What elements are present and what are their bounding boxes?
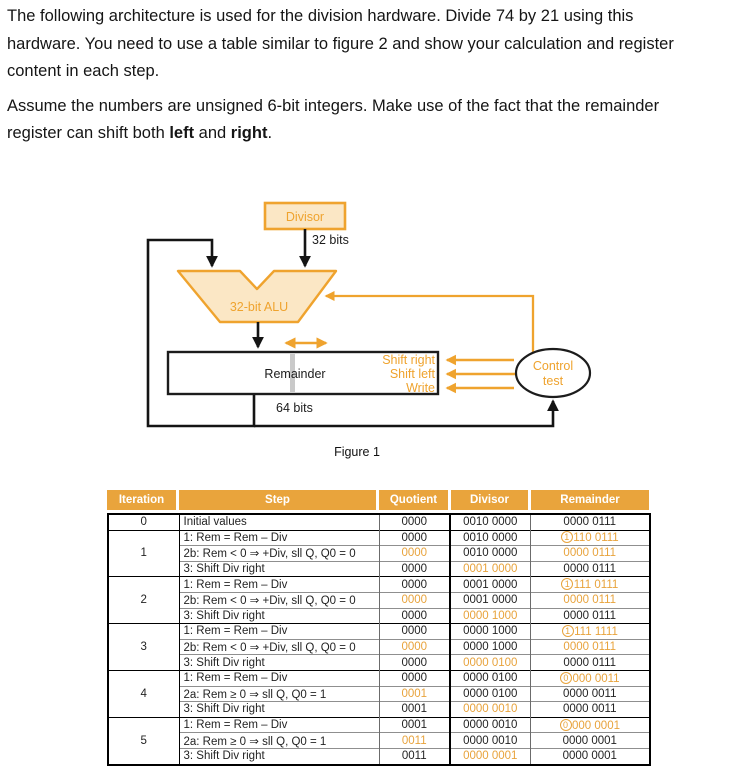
divisor-cell: 0000 0100: [450, 655, 530, 671]
remainder-loop-line: [148, 240, 254, 426]
remainder-cell: 0 000 0011: [530, 670, 650, 686]
p2-line1: Assume the numbers are unsigned 6-bit integers. Make use of the fact that the remainder: [7, 96, 660, 115]
control-test-ellipse: [516, 349, 590, 397]
remainder-cell: 0000 0111: [530, 561, 650, 577]
p1-line3: content in each step.: [7, 62, 160, 80]
remainder-cell: 1 111 1111: [530, 624, 650, 640]
table-row: [108, 686, 650, 702]
p2-bold-left: left: [169, 124, 195, 142]
divisor-cell: 0010 0000: [450, 514, 530, 530]
table-row: [108, 717, 650, 733]
step-cell: 2b: Rem < 0 ⇒ +Div, sll Q, Q0 = 0: [179, 592, 379, 608]
table-row: [108, 655, 650, 671]
circled-sign-bit: 1: [561, 578, 573, 590]
remainder-cell: 0000 0011: [530, 702, 650, 718]
circled-sign-bit: 1: [561, 531, 573, 543]
quotient-cell: 0000: [379, 592, 450, 608]
table-row: [108, 514, 650, 530]
write-label: Write: [406, 381, 435, 395]
divisor-cell: 0010 0000: [450, 546, 530, 562]
table-row: [108, 546, 650, 562]
remainder-cell: 0 000 0001: [530, 717, 650, 733]
divisor-cell: 0000 0010: [450, 717, 530, 733]
divisor-cell: 0000 0001: [450, 748, 530, 764]
quotient-cell: 0011: [379, 748, 450, 764]
quotient-cell: 0001: [379, 702, 450, 718]
remainder-cell: 0000 0111: [530, 592, 650, 608]
quotient-cell: 0000: [379, 530, 450, 546]
paragraph-1: [7, 3, 753, 86]
table-row: [108, 592, 650, 608]
divisor-cell: 0010 0000: [450, 530, 530, 546]
divisor-cell: 0001 0000: [450, 561, 530, 577]
header-iteration: Iteration: [107, 490, 176, 510]
divisor-cell: 0000 0010: [450, 733, 530, 749]
bits-32-label: 32 bits: [312, 233, 349, 247]
quotient-cell: 0001: [379, 686, 450, 702]
p1-line2: hardware. You need to use a table similar to figure 2 and show your calculation and register: [7, 34, 674, 53]
divisor-cell: 0000 0010: [450, 702, 530, 718]
table-row: [108, 702, 650, 718]
alu-label: 32-bit ALU: [229, 300, 289, 314]
table-row: [108, 530, 650, 546]
control-test-label-line1: Control: [532, 359, 574, 373]
iteration-cell: 0: [108, 514, 179, 530]
p2-line2: [7, 120, 753, 148]
shift-right-label: Shift right: [382, 353, 435, 367]
quotient-cell: 0000: [379, 577, 450, 593]
paragraph-2: [7, 93, 753, 148]
table-row: [108, 748, 650, 764]
alu-shape: [178, 271, 336, 322]
header-step: Step: [179, 490, 376, 510]
iteration-cell: 3: [108, 624, 179, 671]
quotient-cell: 0011: [379, 733, 450, 749]
quotient-cell: 0000: [379, 639, 450, 655]
step-cell: 3: Shift Div right: [179, 608, 379, 624]
divisor-label: Divisor: [285, 210, 325, 224]
figure-1-diagram: [0, 188, 753, 483]
p2-post: .: [267, 124, 273, 142]
iteration-cell: 4: [108, 670, 179, 717]
remainder-cell: 0000 0011: [530, 686, 650, 702]
iteration-cell: 2: [108, 577, 179, 624]
divisor-cell: 0001 0000: [450, 592, 530, 608]
divisor-cell: 0001 0000: [450, 577, 530, 593]
divisor-cell: 0000 1000: [450, 608, 530, 624]
step-cell: Initial values: [179, 514, 379, 530]
remainder-cell: 0000 0111: [530, 546, 650, 562]
divisor-cell: 0000 0100: [450, 686, 530, 702]
quotient-cell: 0000: [379, 546, 450, 562]
p2-mid: and: [194, 124, 231, 142]
header-remainder: Remainder: [531, 490, 649, 510]
remainder-cell: 0000 0111: [563, 516, 617, 529]
step-cell: 2a: Rem ≥ 0 ⇒ sll Q, Q0 = 1: [179, 733, 379, 749]
circled-sign-bit: 0: [560, 672, 572, 684]
quotient-cell: 0000: [379, 670, 450, 686]
quotient-cell: 0000: [379, 514, 450, 530]
remainder-cell: 0000 0111: [530, 655, 650, 671]
remainder-cell: 0000 0111: [530, 639, 650, 655]
table-row: [108, 577, 650, 593]
header-divisor: Divisor: [451, 490, 528, 510]
step-cell: 2b: Rem < 0 ⇒ +Div, sll Q, Q0 = 0: [179, 546, 379, 562]
table-row: [108, 733, 650, 749]
control-to-alu-line: [326, 296, 533, 352]
bits-64-label: 64 bits: [276, 401, 313, 415]
step-cell: 3: Shift Div right: [179, 702, 379, 718]
table-row: [108, 639, 650, 655]
step-cell: 1: Rem = Rem – Div: [179, 670, 379, 686]
circled-sign-bit: 1: [562, 625, 574, 637]
step-cell: 3: Shift Div right: [179, 655, 379, 671]
quotient-cell: 0001: [379, 717, 450, 733]
figure-caption: Figure 1: [334, 445, 380, 459]
divisor-cell: 0000 1000: [450, 639, 530, 655]
table-header-row: [107, 490, 649, 510]
p2-pre: register can shift both: [7, 124, 170, 142]
step-cell: 2a: Rem ≥ 0 ⇒ sll Q, Q0 = 1: [179, 686, 379, 702]
circled-sign-bit: 0: [560, 719, 572, 731]
quotient-cell: 0000: [379, 608, 450, 624]
remainder-cell: 0000 0001: [530, 733, 650, 749]
step-cell: 1: Rem = Rem – Div: [179, 624, 379, 640]
control-test-label-line2: test: [542, 374, 564, 388]
p1-line1: The following architecture is used for the division hardware. Divide 74 by 21 using this: [7, 7, 634, 25]
divisor-cell: 0000 1000: [450, 624, 530, 640]
remainder-cell: 1 110 0111: [530, 530, 650, 546]
quotient-cell: 0000: [379, 624, 450, 640]
step-cell: 1: Rem = Rem – Div: [179, 577, 379, 593]
divisor-cell: 0000 0100: [450, 670, 530, 686]
step-cell: 3: Shift Div right: [179, 748, 379, 764]
step-cell: 1: Rem = Rem – Div: [179, 530, 379, 546]
iteration-cell: 1: [108, 530, 179, 577]
table-row: [108, 608, 650, 624]
division-trace-table: [107, 490, 649, 766]
question-text: [7, 3, 753, 155]
step-cell: 3: Shift Div right: [179, 561, 379, 577]
table-row: [108, 624, 650, 640]
p2-bold-right: right: [230, 124, 268, 142]
step-cell: 1: Rem = Rem – Div: [179, 717, 379, 733]
table-row: [108, 561, 650, 577]
step-cell: 2b: Rem < 0 ⇒ +Div, sll Q, Q0 = 0: [179, 639, 379, 655]
shift-left-label: Shift left: [389, 367, 435, 381]
quotient-cell: 0000: [379, 561, 450, 577]
division-table-body: [107, 513, 651, 766]
remainder-cell: 1 111 0111: [530, 577, 650, 593]
remainder-cell: 0000 0001: [530, 748, 650, 764]
table-row: [108, 670, 650, 686]
remainder-label: Remainder: [264, 367, 326, 381]
iteration-cell: 5: [108, 717, 179, 764]
header-quotient: Quotient: [379, 490, 448, 510]
remainder-cell: 0000 0111: [530, 608, 650, 624]
quotient-cell: 0000: [379, 655, 450, 671]
